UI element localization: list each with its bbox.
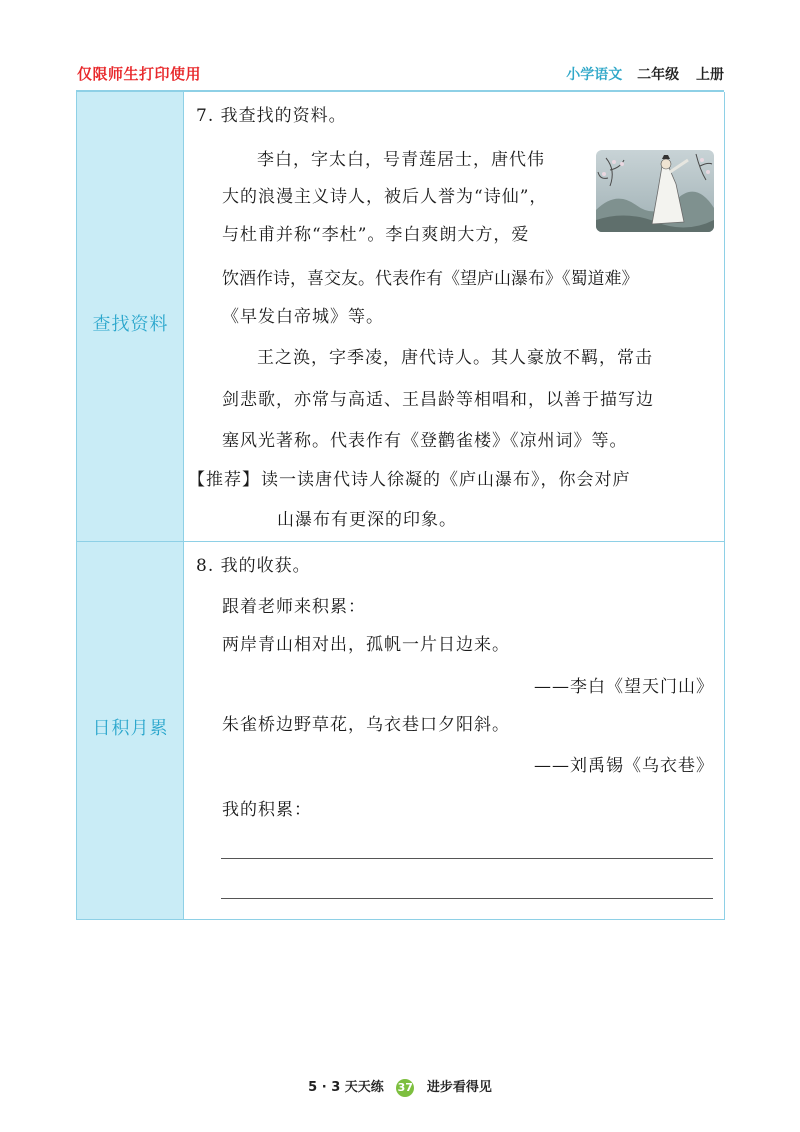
li-bai-line-3: 与杜甫并称“李杜”。李白爽朗大方，爱 [222, 225, 530, 245]
question-8-title: 8. 我的收获。 [196, 556, 311, 576]
writing-line-2[interactable] [221, 898, 713, 899]
book-info [566, 64, 724, 84]
footer-series: 5 · 3 天天练 [308, 1080, 384, 1095]
label-column [77, 92, 184, 919]
my-accumulation-label: 我的积累： [222, 800, 312, 820]
recommend-tag: 【推荐】 [188, 470, 260, 490]
page-number: 37 [396, 1079, 414, 1097]
poem-line-1: 两岸青山相对出，孤帆一片日边来。 [222, 635, 510, 655]
question-7-title: 7. 我查找的资料。 [196, 106, 347, 126]
wang-line-1: 王之涣，字季凌，唐代诗人。其人豪放不羁，常击 [257, 348, 653, 368]
li-bai-illustration [596, 150, 714, 232]
li-bai-line-5: 《早发白帝城》等。 [222, 307, 384, 327]
recommend-line-2: 山瀑布有更深的印象。 [277, 510, 457, 530]
recommend-line-1: 读一读唐代诗人徐凝的《庐山瀑布》，你会对庐 [261, 470, 631, 490]
accumulate-intro: 跟着老师来积累： [222, 597, 366, 617]
li-bai-line-2: 大的浪漫主义诗人，被后人誉为“诗仙”， [222, 187, 548, 207]
row-divider [77, 541, 724, 542]
volume-label: 上册 [696, 67, 724, 83]
wang-line-3: 塞风光著称。代表作有《登鹳雀楼》《凉州词》等。 [222, 431, 628, 451]
subject-label: 小学语文 [566, 67, 623, 83]
wang-line-2: 剑悲歌，亦常与高适、王昌龄等相唱和，以善于描写边 [222, 390, 654, 410]
li-bai-line-4: 饮酒作诗，喜交友。代表作有《望庐山瀑布》《蜀道难》 [222, 269, 639, 289]
poem-source-1: ——李白《望天门山》 [534, 677, 714, 697]
section-label-accumulation: 日积月累 [92, 718, 169, 739]
poem-source-2: ——刘禹锡《乌衣巷》 [534, 756, 714, 776]
page-footer [0, 1076, 800, 1097]
print-notice: 仅限师生打印使用 [77, 65, 202, 83]
poem-line-2: 朱雀桥边野草花，乌衣巷口夕阳斜。 [222, 715, 510, 735]
section-label-research: 查找资料 [92, 314, 169, 335]
footer-slogan: 进步看得见 [426, 1080, 492, 1095]
li-bai-line-1: 李白，字太白，号青莲居士，唐代伟 [257, 150, 545, 170]
grade-label: 二年级 [637, 67, 680, 83]
writing-line-1[interactable] [221, 858, 713, 859]
